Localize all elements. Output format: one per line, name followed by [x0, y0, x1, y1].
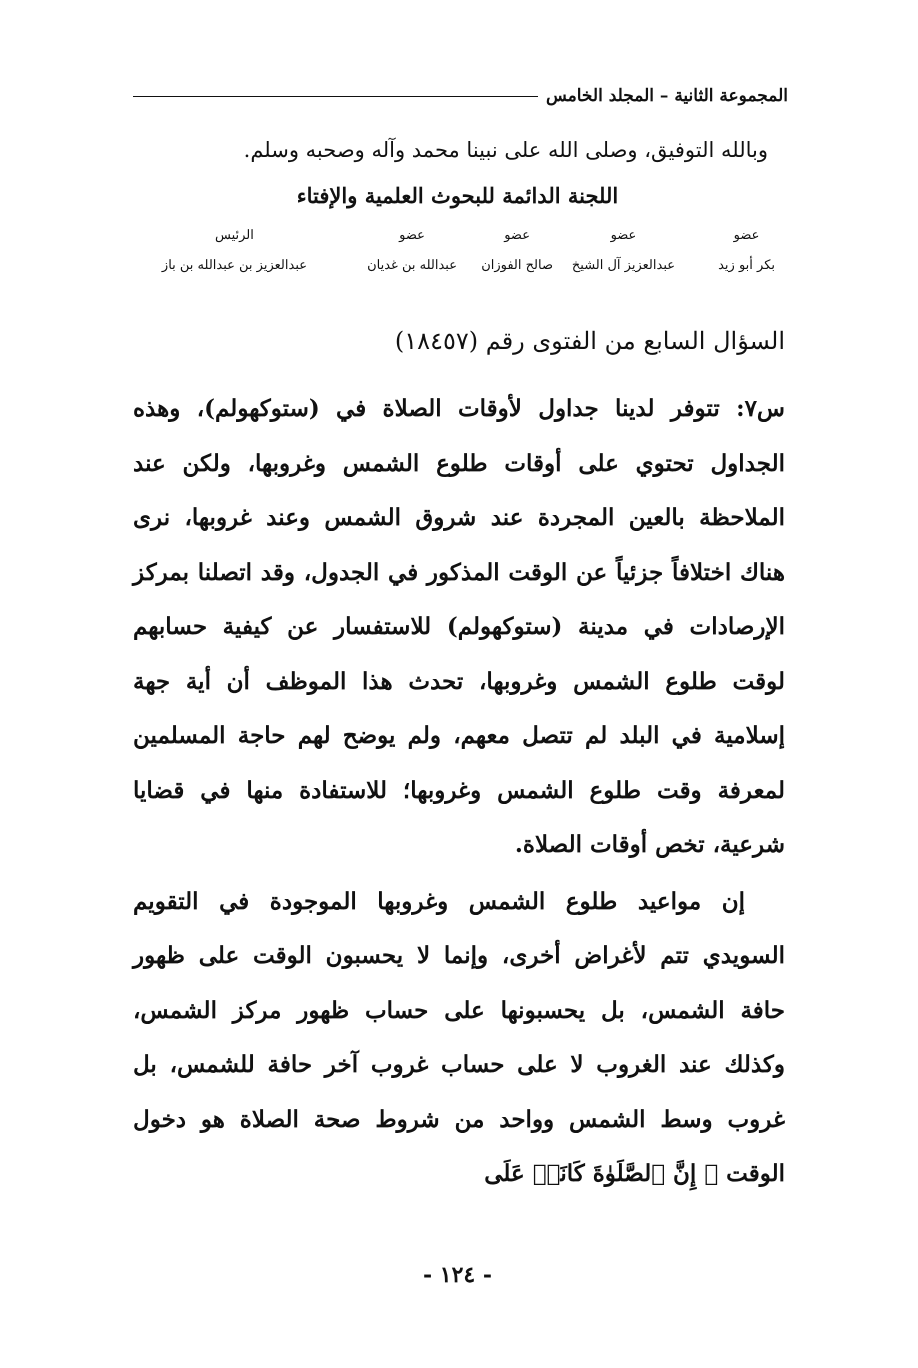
signatory	[481, 228, 553, 273]
signatory-name: بكر أبو زيد	[718, 258, 775, 273]
signatory-name: عبدالعزيز آل الشيخ	[571, 258, 675, 273]
closing-formula: وبالله التوفيق، وصلى الله على نبينا محمد وآله وصحبه وسلم.	[243, 138, 768, 162]
signatory-name: عبدالعزيز بن عبدالله بن باز	[161, 258, 307, 273]
committee-name: اللجنة الدائمة للبحوث العلمية والإفتاء	[296, 183, 619, 208]
signatory-name: عبدالله بن غديان	[367, 258, 457, 273]
running-title: المجموعة الثانية – المجلد الخامس	[545, 86, 788, 106]
signatory	[572, 228, 675, 273]
signatory-role: الرئيس	[215, 228, 254, 243]
signatory	[367, 228, 457, 273]
signatory-role: عضو	[399, 228, 425, 243]
signatory-role: عضو	[610, 228, 637, 243]
question-paragraph: س٧: تتوفر لدينا جداول لأوقات الصلاة في (ستوكهولم)، وهذه الجداول تحتوي على أوقات طلوع الشمس وغروبها، ولكن عند الملاحظة بالعين المجردة عند شروق الشمس وعند غروبها، نرى هناك اختلافاً جزئياً عن الوقت المذكور في الجدول، وقد اتصلنا بمركز الإرصادات في مدينة (ستوكهولم) للاستفسار عن كيفية حسابهم لوقت طلوع الشمس وغروبها، تحدث هذا الموظف أن أية جهة إسلامية في البلد لم تتصل معهم، ولم يوضح لهم حاجة المسلمين لمعرفة وقت طلوع الشمس وغروبها؛ للاستفادة منها في قضايا شرعية، تخص أوقات الصلاة.	[133, 395, 785, 858]
signatories	[135, 228, 775, 288]
signatory-role: عضو	[504, 228, 530, 243]
signatory-name: صالح الفوزان	[481, 258, 553, 273]
signatory	[718, 228, 775, 273]
question-heading: السؤال السابع من الفتوى رقم (١٨٤٥٧)	[394, 327, 785, 355]
page-number: - ١٢٤ -	[422, 1262, 493, 1288]
signatory-role: عضو	[733, 228, 760, 243]
question-paragraph: إن مواعيد طلوع الشمس وغروبها الموجودة في التقويم السويدي تتم لأغراض أخرى، وإنما لا يحسبون الوقت على ظهور حافة الشمس، بل يحسبونها على حساب ظهور مركز الشمس، وكذلك عند الغروب لا على حساب غروب آخر حافة للشمس، بل غروب وسط الشمس وواحد من شروط صحة الصلاة هو دخول الوقت ﴿ إِنَّ ٱلصَّلَوٰةَ كَانَتۡ عَلَى	[133, 887, 785, 1187]
question-body	[133, 382, 785, 1202]
signatory	[162, 228, 307, 273]
header-rule	[133, 96, 538, 97]
running-header	[133, 86, 788, 106]
